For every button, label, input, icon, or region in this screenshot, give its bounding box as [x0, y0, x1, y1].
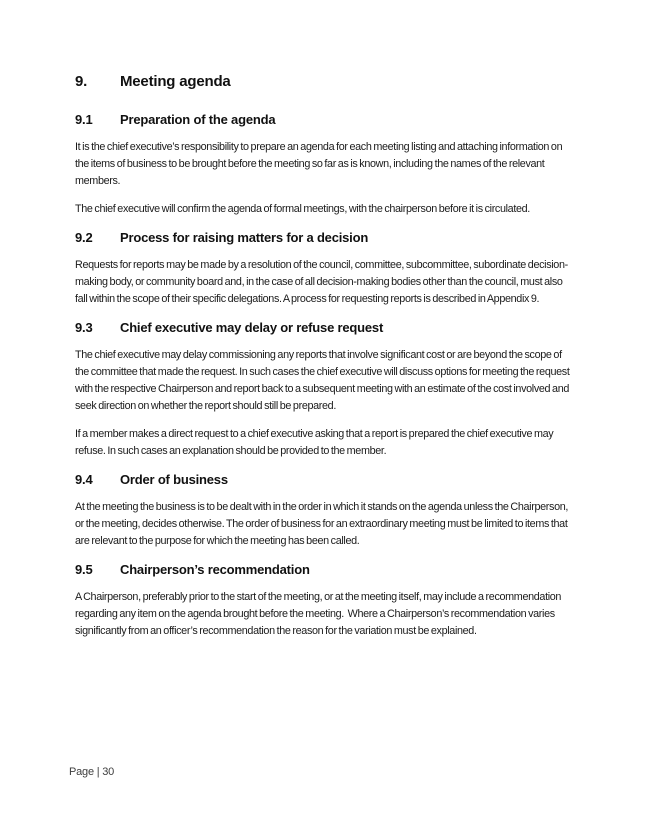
- subsection-title-text: Process for raising matters for a decision: [120, 230, 369, 245]
- chapter-title-text: Meeting agenda: [120, 73, 231, 90]
- body-paragraph: A Chairperson, preferably prior to the start of the meeting, or at the meeting itself, may include a recommendation regarding any item on the agenda brought before the meeting. Where a Chairperson’s recommendation varies significantly from an officer’s recommendation the reason for the variation must be explained.: [75, 591, 562, 637]
- chapter-number: 9.: [75, 73, 88, 90]
- sections-container: [75, 111, 572, 640]
- subsection-heading: [75, 111, 572, 128]
- subsection-title-text: Chairperson’s recommendation: [120, 562, 310, 577]
- body-paragraph: At the meeting the business is to be dealt with in the order in which it stands on the agenda unless the Chairperson, or the meeting, decides otherwise. The order of business for an extraordinary meeting must be limited to items that are relevant to the purpose for which the meeting has been called.: [75, 501, 569, 547]
- page-footer: Page | 30: [69, 766, 115, 778]
- subsection-title-text: Chief executive may delay or refuse request: [120, 320, 384, 335]
- body-paragraph: Requests for reports may be made by a resolution of the council, committee, subcommittee, subordinate decision-making body, or community board and, in the case of all decision-making bodies other than the council, must also fall within the scope of their specific delegations. A process for requesting reports is described in Appendix 9.: [75, 259, 568, 305]
- subsection-heading: [75, 229, 572, 246]
- subsection-number: 9.1: [75, 112, 93, 127]
- subsection-number: 9.4: [75, 472, 93, 487]
- subsection-number: 9.3: [75, 320, 93, 335]
- subsection-title-text: Preparation of the agenda: [120, 112, 276, 127]
- subsection-heading: [75, 319, 572, 336]
- body-paragraph: It is the chief executive’s responsibility to prepare an agenda for each meeting listing and attaching information on the items of business to be brought before the meeting so far as is known, including the names of the relevant members.: [75, 141, 563, 187]
- subsection-heading: [75, 471, 572, 488]
- subsection-number: 9.5: [75, 562, 93, 577]
- subsection-number: 9.2: [75, 230, 93, 245]
- body-paragraph: The chief executive will confirm the agenda of formal meetings, with the chairperson before it is circulated.: [75, 203, 530, 215]
- body-paragraph: If a member makes a direct request to a chief executive asking that a report is prepared the chief executive may refuse. In such cases an explanation should be provided to the member.: [75, 428, 554, 457]
- body-paragraph: The chief executive may delay commissioning any reports that involve significant cost or are beyond the scope of the committee that made the request. In such cases the chief executive will discuss options for meeting the request with the respective Chairperson and report back to a subsequent meeting with an estimate of the cost involved and seek direction on whether the report should still be prepared.: [75, 349, 570, 412]
- subsection-heading: [75, 561, 572, 578]
- subsection-title-text: Order of business: [120, 472, 228, 487]
- document-content: [75, 72, 572, 640]
- chapter-heading: [75, 72, 572, 92]
